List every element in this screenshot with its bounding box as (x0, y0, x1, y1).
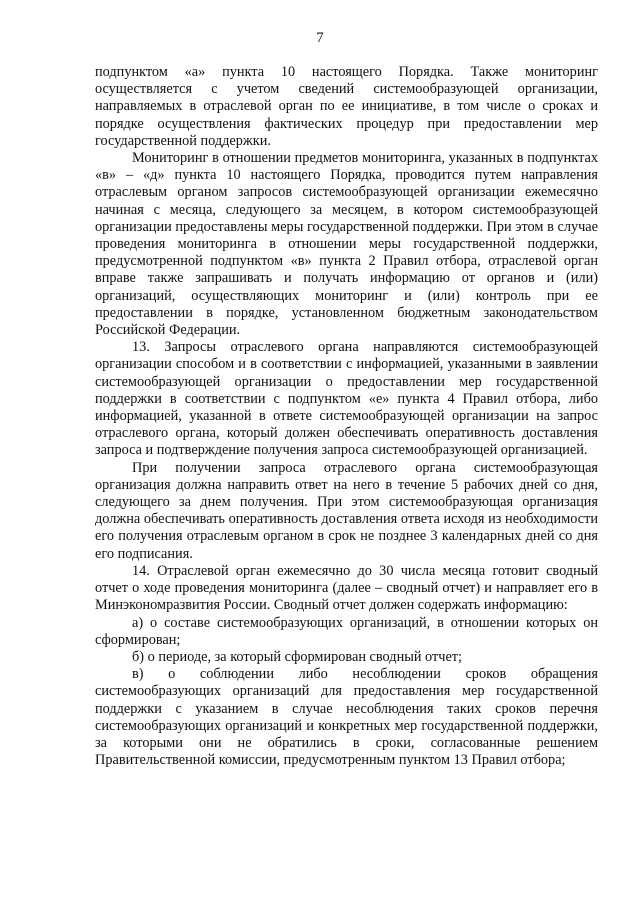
document-body (95, 64, 598, 769)
page-number: 7 (316, 30, 324, 46)
list-item-b: б) о периоде, за который сформирован сводный отчет; (132, 648, 463, 665)
paragraph-item-13: 13. Запросы отраслевого органа направляются системообразующей организации способом и в соответствии с информацией, указанными в заявлении системообразующей организации о предоставлении мер государственной поддержки в соответствии с подпунктом «е» пункта 4 Правил отбора, либо информацией, указанной в ответе системообразующей организации на запрос отраслевого органа, который должен обеспечивать оперативность доставления запроса и подтверждение получения запроса системообразующей организацией. (95, 339, 598, 459)
paragraph-monitoring-requests: Мониторинг в отношении предметов мониторинга, указанных в подпунктах «в» – «д» пункта 10 настоящего Порядка, проводится путем направления отраслевым органом запросов системообразующей организации ежемесячно начиная с месяца, следующего за месяцем, в котором системообразующей организации предоставлены меры государственной поддержки. При этом в случае проведения мониторинга в отношении меры государственной поддержки, предусмотренной подпунктом «в» пункта 2 Правил отбора, отраслевой орган вправе также запрашивать и получать информацию от органов и (или) организаций, осуществляющих мониторинг и (или) контроль при ее предоставлении в порядке, установленном бюджетным законодательством Российской Федерации. (95, 150, 598, 339)
list-item-a: а) о составе системообразующих организаций, в отношении которых он сформирован; (95, 614, 598, 648)
list-item-v: в) о соблюдении либо несоблюдении сроков обращения системообразующих организаций для предоставления мер государственной поддержки с указанием в случае несоблюдения таких сроков перечня системообразующих организаций и конкретных мер государственной поддержки, за которыми они не обратились в сроки, согласованные решением Правительственной комиссии, предусмотренным пунктом 13 Правил отбора; (95, 666, 598, 769)
paragraph-continuation: подпунктом «а» пункта 10 настоящего Порядка. Также мониторинг осуществляется с учетом сведений системообразующей организации, направляемых в отраслевой орган по ее инициативе, в том числе о сроках и порядке осуществления фактических процедур при предоставлении мер государственной поддержки. (95, 64, 598, 149)
paragraph-response-deadline: При получении запроса отраслевого органа системообразующая организация должна направить ответ на него в течение 5 рабочих дней со дня, следующего за днем получения. При этом системообразующая организация должна обеспечивать оперативность доставления ответа исходя из необходимости его получения отраслевым органом в срок не позднее 3 календарных дней со дня его подписания. (95, 459, 598, 562)
paragraph-item-14: 14. Отраслевой орган ежемесячно до 30 числа месяца готовит сводный отчет о ходе проведения мониторинга (далее – сводный отчет) и направляет его в Минэкономразвития России. Сводный отчет должен содержать информацию: (95, 562, 598, 614)
